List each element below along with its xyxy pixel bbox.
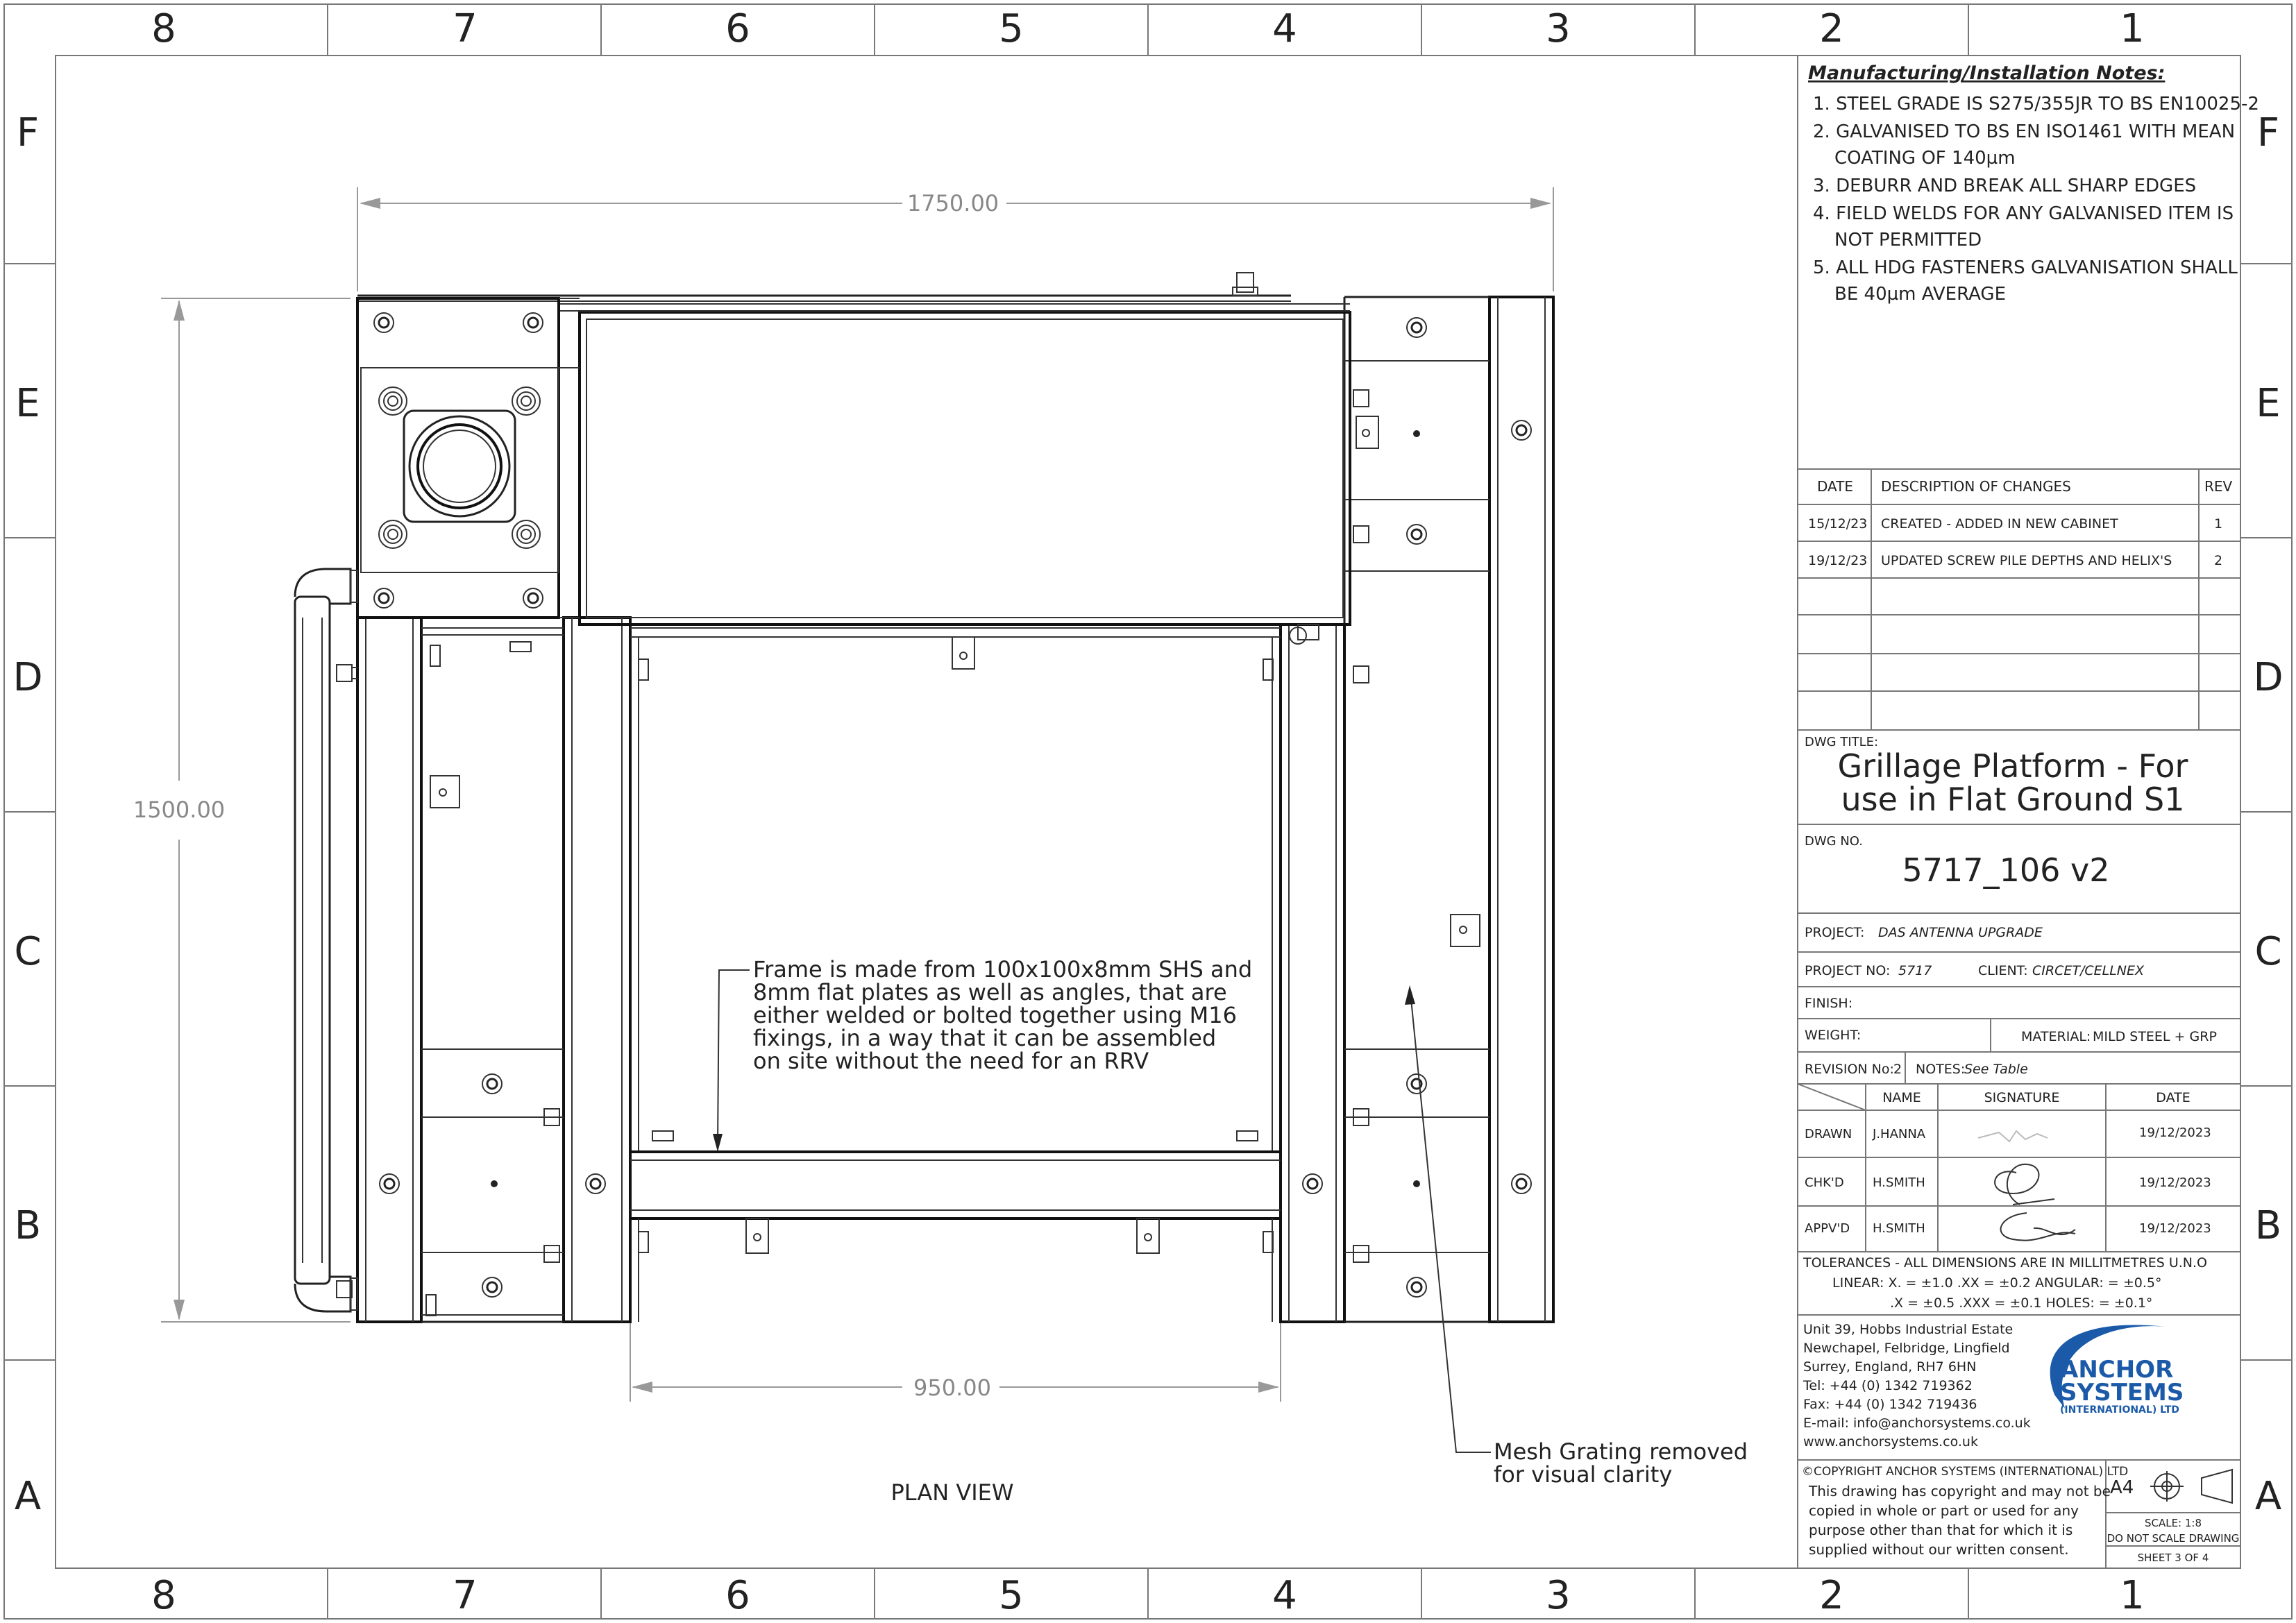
frame-note-line: fixings, in a way that it can be assembled [753, 1025, 1217, 1051]
dimension-1500 [133, 298, 351, 1322]
frame-note [713, 956, 1252, 1152]
pile-bolt-icon [512, 520, 540, 548]
dwg-title-label: DWG TITLE: [1805, 735, 1879, 749]
title-block [1798, 730, 2240, 1568]
dim-height-label: 1500.00 [133, 797, 226, 823]
copyright-line: copied in whole or part or used for any [1809, 1502, 2079, 1519]
note-item: NOT PERMITTED [1834, 230, 1982, 250]
signatory-date: 19/12/2023 [2139, 1175, 2211, 1190]
bolt-icon [1512, 420, 1531, 440]
address-line: www.anchorsystems.co.uk [1803, 1434, 1978, 1450]
finish-label: FINISH: [1805, 996, 1853, 1011]
signatory-name: J.HANNA [1873, 1127, 1926, 1141]
material-label: MATERIAL: [2021, 1029, 2091, 1044]
bolt-icon [1512, 1174, 1531, 1193]
bolt-icon [1407, 1074, 1426, 1094]
row-label-left: A [14, 1474, 42, 1519]
signatory-role: APPV'D [1805, 1221, 1850, 1236]
centre-dot [491, 1180, 498, 1187]
cabinet-hinge-icon [1290, 624, 1319, 644]
pile-bolt-icon [379, 520, 407, 548]
bolt-stub-icon [1263, 659, 1273, 680]
pile-bolt-icon [379, 387, 407, 415]
centre-dot [1413, 430, 1420, 437]
grating-note-line: Mesh Grating removed [1494, 1438, 1748, 1465]
bolt-icon [1407, 525, 1426, 544]
row-label-right: C [2254, 929, 2282, 974]
cleat-icon [1137, 1218, 1159, 1253]
rev-cell: 19/12/23 [1808, 553, 1868, 568]
bolt-stub-icon [1263, 1232, 1273, 1252]
note-item: 2. GALVANISED TO BS EN ISO1461 WITH MEAN [1813, 121, 2236, 142]
leader-line [1410, 992, 1491, 1452]
dwg-title: use in Flat Ground S1 [1841, 781, 2185, 818]
weight-label: WEIGHT: [1805, 1028, 1862, 1043]
cleat-icon [746, 1218, 768, 1253]
client-label: CLIENT: [1978, 963, 2028, 978]
col-label-top: 7 [453, 6, 478, 51]
frame-note-line: on site without the need for an RRV [753, 1048, 1149, 1074]
notes-label: NOTES: [1916, 1062, 1966, 1077]
material-value: MILD STEEL + GRP [2093, 1029, 2217, 1044]
dwg-number: 5717_106 v2 [1902, 851, 2110, 889]
row-label-right: E [2256, 381, 2281, 426]
row-label-left: E [15, 381, 40, 426]
dim-width-label: 1750.00 [906, 190, 999, 216]
bolt-stub-icon [510, 642, 531, 652]
col-label-bottom: 5 [999, 1573, 1024, 1618]
revision-no-label: REVISION No: [1805, 1062, 1894, 1077]
signature-approved [2001, 1213, 2075, 1241]
notes-value: See Table [1964, 1062, 2028, 1077]
signatory-name: H.SMITH [1873, 1221, 1925, 1236]
col-label-top: 4 [1272, 6, 1297, 51]
tolerances-line: .X = ±0.5 .XXX = ±0.1 HOLES: = ±0.1° [1890, 1295, 2153, 1311]
rev-cell: CREATED - ADDED IN NEW CABINET [1881, 516, 2118, 532]
signatory-role: CHK'D [1805, 1175, 1844, 1190]
bolt-stub-icon [1353, 1246, 1369, 1262]
dimension-950 [630, 1322, 1281, 1402]
bolt-stub-icon [1353, 526, 1369, 543]
scale: SCALE: 1:8 [2144, 1517, 2202, 1529]
frame-note-line: Frame is made from 100x100x8mm SHS and [753, 956, 1253, 983]
row-label-right: A [2254, 1474, 2282, 1519]
cleat-icon [430, 776, 459, 808]
copyright-title: ©COPYRIGHT ANCHOR SYSTEMS (INTERNATIONAL) LTD [1802, 1465, 2129, 1479]
rev-cell: 2 [2214, 553, 2223, 568]
address-line: Tel: +44 (0) 1342 719362 [1803, 1378, 1973, 1393]
paper-size: A4 [2110, 1477, 2134, 1498]
bolt-stub-icon [544, 1246, 559, 1262]
bolt-icon [374, 313, 394, 332]
dim-inner-label: 950.00 [913, 1375, 991, 1401]
logo-text: (INTERNATIONAL) LTD [2060, 1404, 2179, 1416]
signatory-date: 19/12/2023 [2139, 1125, 2211, 1140]
col-label-top: 2 [1819, 6, 1844, 51]
rev-cell: 15/12/23 [1808, 516, 1868, 532]
bolt-stub-icon [337, 665, 357, 681]
signature-drawn [1978, 1131, 2048, 1141]
address-line: Fax: +44 (0) 1342 719436 [1803, 1397, 1977, 1412]
client-value: CIRCET/CELLNEX [2032, 963, 2145, 978]
row-label-right: F [2256, 110, 2280, 155]
col-label-top: 6 [725, 6, 750, 51]
copyright-line: purpose other than that for which it is [1809, 1522, 2073, 1538]
signatory-name: H.SMITH [1873, 1175, 1925, 1190]
note-item: 3. DEBURR AND BREAK ALL SHARP EDGES [1813, 176, 2197, 196]
logo-text: SYSTEMS [2060, 1379, 2184, 1407]
bolt-stub-icon [426, 1295, 436, 1316]
leader-arrow-icon [713, 1134, 723, 1152]
address-line: E-mail: info@anchorsystems.co.uk [1803, 1416, 2031, 1431]
tolerances-title: TOLERANCES - ALL DIMENSIONS ARE IN MILLITMETRES U.N.O [1803, 1255, 2207, 1271]
project-no-label: PROJECT NO: [1805, 963, 1891, 978]
bolt-icon [523, 313, 543, 332]
bolt-stub-icon [1233, 273, 1258, 296]
frame-note-line: 8mm flat plates as well as angles, that are [753, 979, 1227, 1005]
sig-header: SIGNATURE [1984, 1090, 2060, 1105]
centre-dot [1413, 1180, 1420, 1187]
bolt-stub-icon [652, 1131, 673, 1141]
note-item: BE 40µm AVERAGE [1834, 284, 2006, 305]
bolt-stub-icon [1353, 666, 1369, 683]
note-item: 5. ALL HDG FASTENERS GALVANISATION SHALL [1813, 257, 2238, 278]
sig-header: NAME [1882, 1090, 1921, 1105]
signatory-date: 19/12/2023 [2139, 1221, 2211, 1236]
rev-cell: 1 [2214, 516, 2223, 532]
project-label: PROJECT: [1805, 925, 1865, 940]
tolerances-line: LINEAR: X. = ±1.0 .XX = ±0.2 ANGULAR: = ±0.5° [1832, 1275, 2162, 1291]
address-line: Newchapel, Felbridge, Lingfield [1803, 1341, 2010, 1356]
bolt-icon [1303, 1174, 1322, 1193]
bolt-icon [482, 1277, 502, 1297]
grating-note [1405, 985, 1748, 1488]
row-label-left: D [12, 655, 43, 700]
row-label-right: B [2254, 1203, 2282, 1248]
leader-arrow-icon [1405, 985, 1415, 1005]
bolt-icon [374, 588, 394, 608]
note-item: 1. STEEL GRADE IS S275/355JR TO BS EN10025-2 [1813, 94, 2259, 114]
col-label-bottom: 8 [151, 1573, 176, 1618]
project-value: DAS ANTENNA UPGRADE [1878, 925, 2043, 940]
row-label-left: C [14, 929, 42, 974]
row-label-left: B [14, 1203, 42, 1248]
note-item: COATING OF 140µm [1834, 148, 2016, 169]
cleat-icon [1356, 416, 1378, 448]
col-label-top: 8 [151, 6, 176, 51]
bolt-icon [1407, 318, 1426, 337]
projection-symbol-icon [2150, 1470, 2232, 1503]
bolt-stub-icon [430, 645, 440, 666]
revision-table [1798, 469, 2240, 730]
row-label-left: F [16, 110, 40, 155]
col-label-top: 1 [2120, 6, 2145, 51]
row-label-right: D [2253, 655, 2284, 700]
note-item: 4. FIELD WELDS FOR ANY GALVANISED ITEM IS [1813, 203, 2234, 224]
grating-note-line: for visual clarity [1494, 1461, 1673, 1488]
plan-view-frame [295, 273, 1553, 1322]
handrail-pipe [295, 569, 357, 1311]
copyright-line: This drawing has copyright and may not be [1809, 1483, 2111, 1499]
col-label-bottom: 1 [2120, 1573, 2145, 1618]
bolt-icon [380, 1174, 399, 1193]
signatory-role: DRAWN [1805, 1127, 1852, 1141]
sheet-number: SHEET 3 OF 4 [2137, 1552, 2209, 1564]
project-no-value: 5717 [1898, 963, 1932, 978]
col-label-bottom: 3 [1546, 1573, 1571, 1618]
dwg-title: Grillage Platform - For [1837, 747, 2188, 785]
view-label: PLAN VIEW [890, 1479, 1014, 1506]
revision-no-value: 2 [1893, 1062, 1902, 1077]
dimension-1750 [357, 187, 1553, 291]
logo-text: ANCHOR [2060, 1356, 2174, 1384]
rev-header: DESCRIPTION OF CHANGES [1881, 478, 2071, 495]
pile-bolt-icon [512, 387, 540, 415]
col-label-bottom: 2 [1819, 1573, 1844, 1618]
col-label-top: 5 [999, 6, 1024, 51]
leader-line [718, 970, 750, 1145]
col-label-bottom: 6 [725, 1573, 750, 1618]
do-not-scale: DO NOT SCALE DRAWING [2107, 1532, 2240, 1545]
bolt-icon [1407, 1277, 1426, 1297]
address-line: Unit 39, Hobbs Industrial Estate [1803, 1322, 2014, 1337]
sig-header: DATE [2156, 1090, 2191, 1105]
anchor-systems-logo [2050, 1325, 2184, 1416]
dwg-no-label: DWG NO. [1805, 834, 1863, 849]
rev-header: REV [2204, 478, 2233, 495]
signature-checked [1995, 1164, 2054, 1205]
bolt-icon [482, 1074, 502, 1094]
bolt-icon [586, 1174, 605, 1193]
bolt-stub-icon [639, 659, 648, 680]
cleat-icon [1451, 915, 1480, 946]
rev-cell: UPDATED SCREW PILE DEPTHS AND HELIX'S [1881, 553, 2172, 568]
copyright-line: supplied without our written consent. [1809, 1541, 2069, 1558]
col-label-top: 3 [1546, 6, 1571, 51]
bolt-icon [523, 588, 543, 608]
notes-title: Manufacturing/Installation Notes: [1808, 62, 2166, 84]
frame-note-line: either welded or bolted together using M16 [753, 1002, 1237, 1028]
col-label-bottom: 4 [1272, 1573, 1297, 1618]
bolt-stub-icon [639, 1232, 648, 1252]
cleat-icon [952, 637, 974, 669]
bolt-stub-icon [1353, 390, 1369, 407]
address-line: Surrey, England, RH7 6HN [1803, 1359, 1977, 1375]
bolt-stub-icon [1237, 1131, 1258, 1141]
col-label-bottom: 7 [453, 1573, 478, 1618]
rev-header: DATE [1817, 478, 1854, 495]
